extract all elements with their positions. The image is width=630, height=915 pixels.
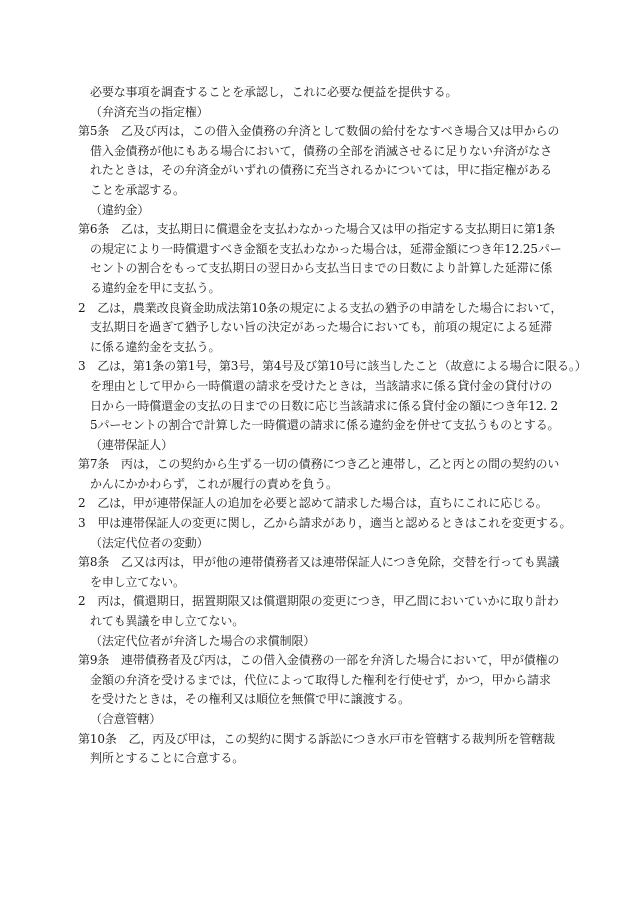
text-line: 第6条 乙は，支払期日に償還金を支払わなかった場合又は甲の指定する支払期日に第1条	[78, 222, 556, 237]
article-heading: （法定代位者の変動）	[90, 535, 209, 550]
article-heading: （合意管轄）	[90, 712, 162, 726]
text-line: れても異議を申し立てない。	[90, 614, 245, 629]
text-line: に係る違約金を支払う。	[90, 339, 221, 354]
text-line: ことを承認する。	[90, 182, 185, 197]
text-line: 日から一時償還金の支払の日までの日数に応じ当該請求に係る貸付金の額につき年12. 2	[90, 398, 558, 413]
text-line: を理由として甲から一時償還の請求を受けたときは，当該請求に係る貸付金の貸付けの	[90, 378, 553, 393]
text-line: 第5条 乙及び丙は，この借入金債務の弁済として数個の給付をなすべき場合又は甲からの	[78, 124, 560, 139]
text-line: 3 乙は，第1条の第1号，第3号，第4号及び第10号に該当したこと（故意による場合に限る。）	[78, 359, 587, 374]
article-heading: （法定代位者が弁済した場合の求償制限）	[90, 633, 316, 648]
text-line: かんにかかわらず，これが履行の責めを負う。	[90, 476, 338, 491]
text-line: れたときは，その弁済金がいずれの債務に充当されるかについては，甲に指定権がある	[90, 163, 552, 178]
text-line: の規定により一時償還すべき金額を支払わなかった場合は，延滞金額につき年12.25パー	[90, 241, 562, 256]
text-line: 5パーセントの割合で計算した一時償還の請求に係る違約金を併せて支払うものとする。	[90, 418, 560, 433]
text-line: セントの割合をもって支払期日の翌日から支払当日までの日数により計算した延滞に係	[90, 261, 553, 276]
article-heading: （連帯保証人）	[90, 437, 173, 452]
text-line: 2 丙は，償還期日，据置期限又は償還期限の変更につき，甲乙間においていかに取り計わ	[78, 594, 559, 609]
text-line: 第10条 乙，丙及び甲は，この契約に関する訴訟につき水戸市を管轄する裁判所を管轄裁	[78, 731, 555, 746]
text-line: 支払期日を過ぎて猶予しない旨の決定があった場合においても，前項の規定による延滞	[90, 320, 553, 335]
text-line: を受けたときは，その権利又は順位を無償で甲に譲渡する。	[90, 692, 410, 707]
text-line: 判所とすることに合意する。	[90, 751, 245, 766]
text-line: 2 乙は，農業改良資金助成法第10条の規定による支払の猶予の申請をした場合において，	[78, 300, 563, 315]
text-line: 第8条 乙又は丙は，甲が他の連帯債務者又は連帯保証人につき免除，交替を行っても異議	[78, 555, 560, 570]
article-heading: （違約金）	[90, 202, 150, 217]
document-page	[78, 83, 587, 769]
text-line: 第9条 連帯債務者及び丙は，この借入金債務の一部を弁済した場合において，甲が債権の	[78, 653, 560, 668]
text-line: 2 乙は，甲が連帯保証人の追加を必要と認めて請求した場合は，直ちにこれに応じる。	[78, 496, 548, 511]
article-heading: （弁済充当の指定権）	[90, 104, 209, 119]
text-line: 金額の弁済を受けるまでは，代位によって取得した権利を行使せず，かつ，甲から請求	[90, 672, 551, 687]
text-line: る違約金を甲に支払う。	[90, 280, 221, 295]
text-line: 必要な事項を調査することを承認し，これに必要な便益を提供する。	[90, 85, 458, 99]
text-line: 借入金債務が他にもある場合において，債務の全部を消滅させるに足りない弁済がなさ	[90, 143, 552, 158]
text-line: 3 甲は連帯保証人の変更に関し，乙から請求があり，適当と認めるときはこれを変更する。	[78, 516, 572, 531]
text-line: を申し立てない。	[90, 574, 185, 589]
text-line: 第7条 丙は，この契約から生ずる一切の債務につき乙と連帯し，乙と丙との間の契約のい	[78, 457, 560, 472]
